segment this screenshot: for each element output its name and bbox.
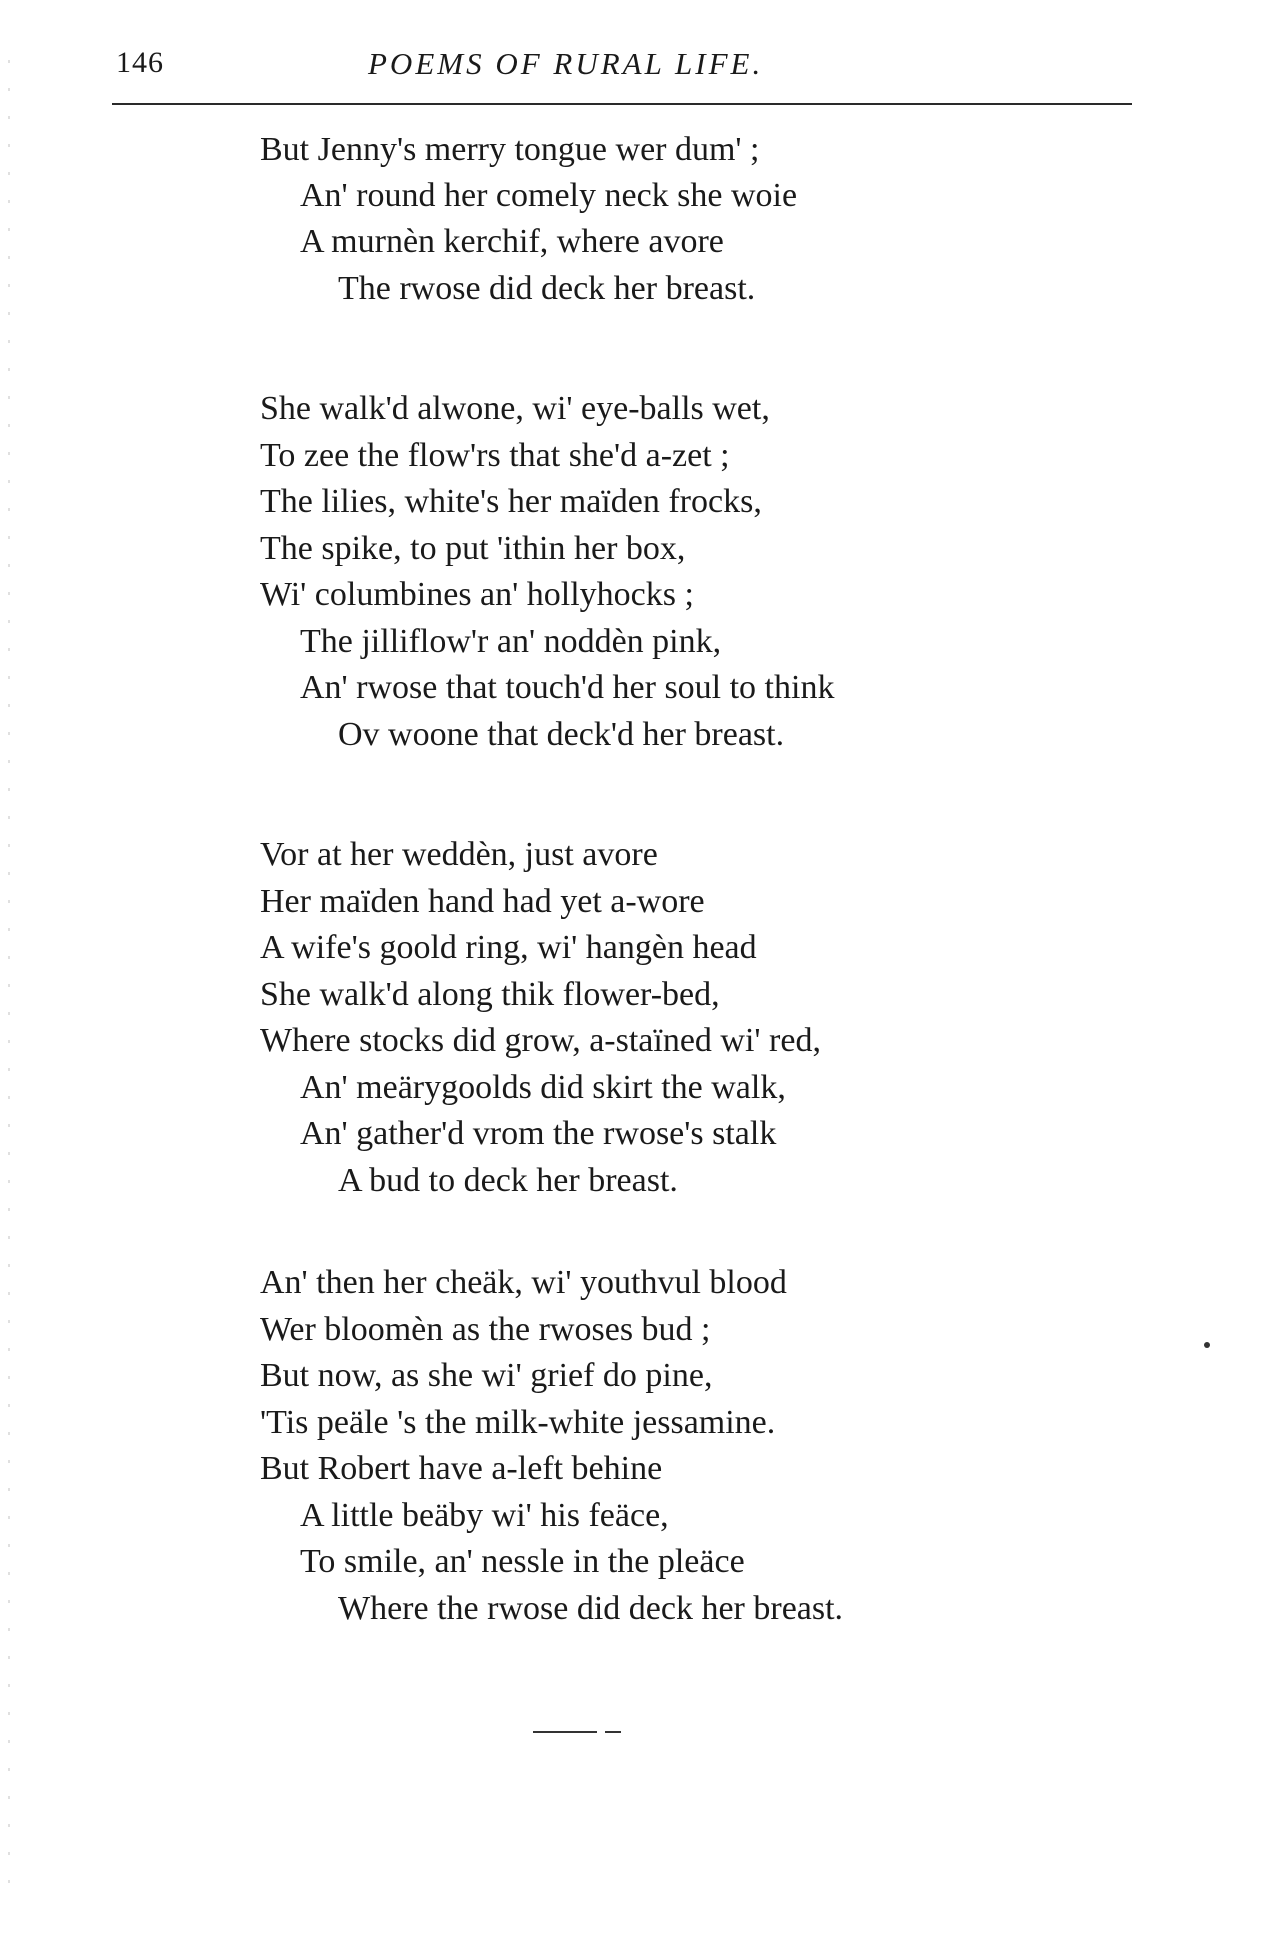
poem-line: An' gather'd vrom the rwose's stalk [300,1115,777,1152]
poem-line: The lilies, white's her maïden frocks, [260,483,762,520]
poem-line: The spike, to put 'ithin her box, [260,530,686,567]
poem-line: Where stocks did grow, a-staïned wi' red, [260,1022,821,1059]
poem-line: Ov woone that deck'd her breast. [338,716,785,753]
poem-line: Wi' columbines an' hollyhocks ; [260,576,694,613]
header-rule [112,103,1132,105]
page-edge-marks [8,60,10,1900]
end-rule-tail [605,1731,621,1733]
poem-line: Where the rwose did deck her breast. [338,1590,844,1627]
poem-line: Wer bloomèn as the rwoses bud ; [260,1311,711,1348]
poem-line: She walk'd alwone, wi' eye-balls wet, [260,390,770,427]
end-rule [533,1731,597,1733]
poem-line: To zee the flow'rs that she'd a-zet ; [260,437,730,474]
poem-line: But Jenny's merry tongue wer dum' ; [260,131,760,168]
poem-line: To smile, an' nessle in the pleäce [300,1543,745,1580]
poem-line: But Robert have a-left behine [260,1450,663,1487]
poem-line: Vor at her weddèn, just avore [260,836,658,873]
poem-line: The rwose did deck her breast. [338,270,756,307]
ink-speck [1204,1342,1210,1348]
poem-line: A wife's goold ring, wi' hangèn head [260,929,757,966]
poem-line: A little beäby wi' his feäce, [300,1497,669,1534]
poem-line: 'Tis peäle 's the milk-white jessamine. [260,1404,776,1441]
running-head: POEMS OF RURAL LIFE. [368,46,764,81]
poem-line: A bud to deck her breast. [338,1162,678,1199]
poem-line: An' round her comely neck she woie [300,177,798,214]
poem-line: But now, as she wi' grief do pine, [260,1357,713,1394]
poem-line: She walk'd along thik flower-bed, [260,976,720,1013]
poem-line: The jilliflow'r an' noddèn pink, [300,623,722,660]
poem-line: A murnèn kerchif, where avore [300,223,724,260]
poem-line: An' then her cheäk, wi' youthvul blood [260,1264,787,1301]
page-number: 146 [116,46,164,79]
poem-line: Her maïden hand had yet a-wore [260,883,705,920]
poem-line: An' rwose that touch'd her soul to think [300,669,835,706]
poem-line: An' meärygoolds did skirt the walk, [300,1069,786,1106]
